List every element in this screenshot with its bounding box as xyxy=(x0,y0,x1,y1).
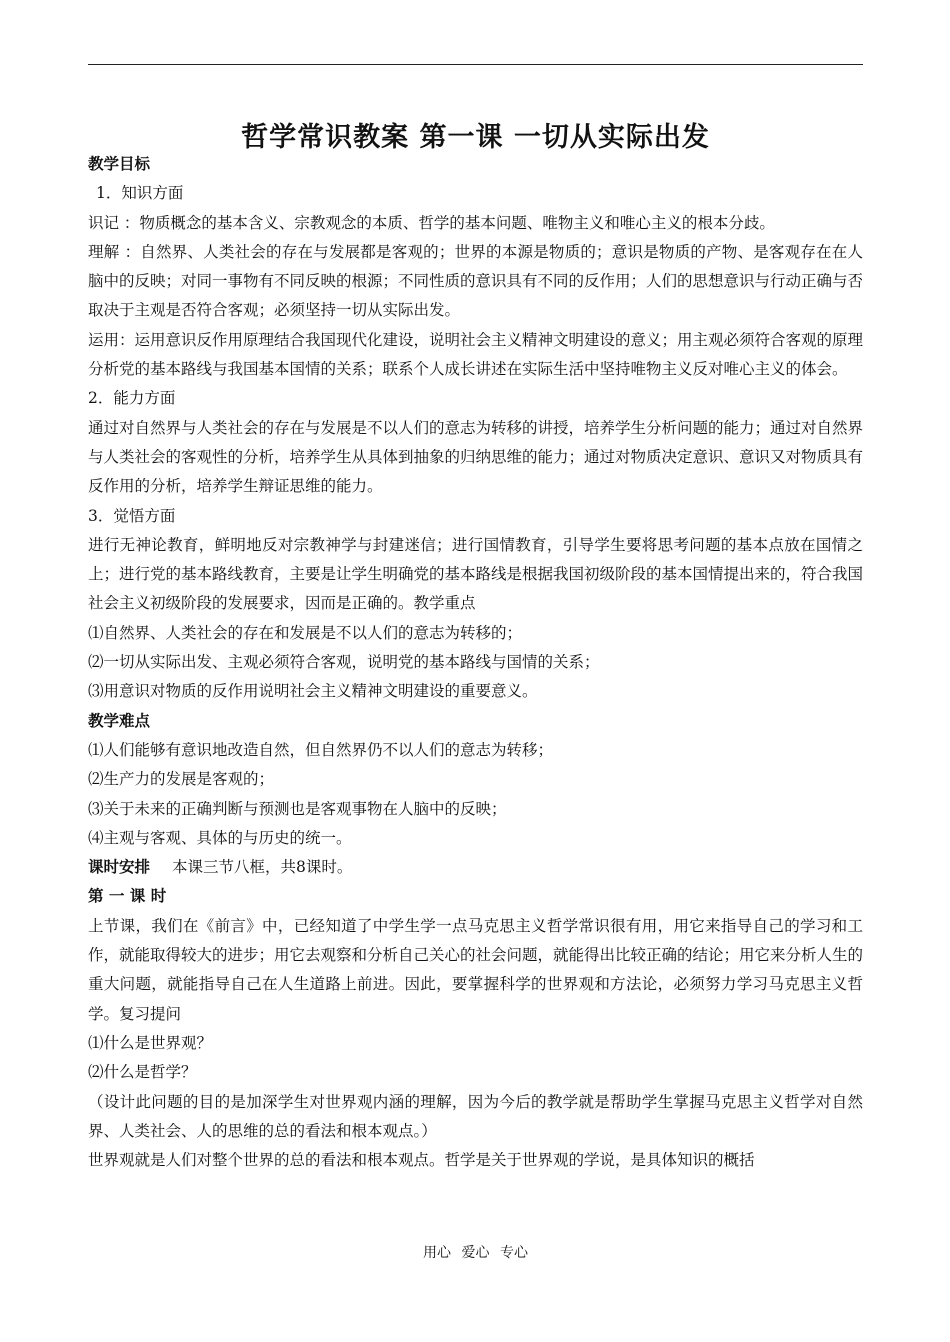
document-body xyxy=(88,150,863,1175)
paragraph: 上节课，我们在《前言》中，已经知道了中学生学一点马克思主义哲学常识很有用，用它来指导自己的学习和工作，就能取得较大的进步；用它去观察和分析自己关心的社会问题，就能得出比较正确的结论；用它来分析人生的重大问题，就能指导自己在人生道路上前进。因此，要掌握科学的世界观和方法论，必须努力学习马克思主义哲学。复习提问 xyxy=(88,916,864,1023)
page-title: 哲学常识教案 第一课 一切从实际出发 xyxy=(241,122,710,153)
section-heading: 第 一 课 时 xyxy=(88,887,167,906)
schedule-text: 本课三节八框，共8课时。 xyxy=(172,858,353,877)
paragraph: 进行无神论教育，鲜明地反对宗教神学与封建迷信；进行国情教育，引导学生要将思考问题的基本点放在国情之上；进行党的基本路线教育，主要是让学生明确党的基本路线是根据我国初级阶段的基本国情提出来的，符合我国社会主义初级阶段的发展要求，因而是正确的。教学重点 xyxy=(88,535,864,613)
section-heading: 教学目标 xyxy=(88,155,151,173)
paragraph: ⑵什么是哲学？ xyxy=(88,1063,197,1082)
paragraph: ⑶关于未来的正确判断与预测也是客观事物在人脑中的反映； xyxy=(88,799,507,818)
paragraph: 运用：运用意识反作用原理结合我国现代化建设，说明社会主义精神文明建设的意义；用主观必须符合客观的原理分析党的基本路线与我国基本国情的关系；联系个人成长讲述在实际生活中坚持唯物主义反对唯心主义的体会。 xyxy=(88,330,864,379)
paragraph: ⑴自然界、人类社会的存在和发展是不以人们的意志为转移的； xyxy=(88,623,523,642)
paragraph: 3．觉悟方面 xyxy=(88,506,176,525)
paragraph: ⑵一切从实际出发、主观必须符合客观，说明党的基本路线与国情的关系； xyxy=(88,653,600,672)
paragraph: ⑶用意识对物质的反作用说明社会主义精神文明建设的重要意义。 xyxy=(88,682,538,701)
paragraph: ⑷主观与客观、具体的与历史的统一。 xyxy=(88,828,352,847)
paragraph: 世界观就是人们对整个世界的总的看法和根本观点。哲学是关于世界观的学说，是具体知识的概括 xyxy=(88,1151,755,1170)
schedule-label: 课时安排 xyxy=(88,858,151,877)
paragraph: ⑴人们能够有意识地改造自然，但自然界仍不以人们的意志为转移； xyxy=(88,740,554,759)
paragraph: ⑵生产力的发展是客观的； xyxy=(88,770,275,789)
paragraph: 理解 ：自然界、人类社会的存在与发展都是客观的；世界的本源是物质的；意识是物质的产物、是客观存在在人脑中的反映；对同一事物有不同反映的根源；不同性质的意识具有不同的反作用；人们的思想意识与行动正确与否取决于主观是否符合客观；必须坚持一切从实际出发。 xyxy=(88,242,864,320)
header-rule xyxy=(88,64,863,65)
page-footer: 用心 爱心 专心 xyxy=(423,1245,528,1261)
section-heading: 教学难点 xyxy=(88,711,151,730)
paragraph: 识记 ：物质概念的基本含义、宗教观念的本质、哲学的基本问题、唯物主义和唯心主义的根本分歧。 xyxy=(88,213,775,232)
paragraph: ⑴什么是世界观？ xyxy=(88,1033,213,1052)
paragraph: 2．能力方面 xyxy=(88,389,176,408)
schedule-line xyxy=(88,853,863,882)
paragraph: 通过对自然界与人类社会的存在与发展是不以人们的意志为转移的讲授，培养学生分析问题的能力；通过对自然界与人类社会的客观性的分析，培养学生从具体到抽象的归纳思维的能力；通过对物质决定意识、意识又对物质具有反作用的分析，培养学生辩证思维的能力。 xyxy=(88,418,864,496)
paragraph: （设计此问题的目的是加深学生对世界观内涵的理解，因为今后的教学就是帮助学生掌握马克思主义哲学对自然界、人类社会、人的思维的总的看法和根本观点。） xyxy=(88,1092,863,1140)
paragraph: 1．知识方面 xyxy=(96,184,184,203)
